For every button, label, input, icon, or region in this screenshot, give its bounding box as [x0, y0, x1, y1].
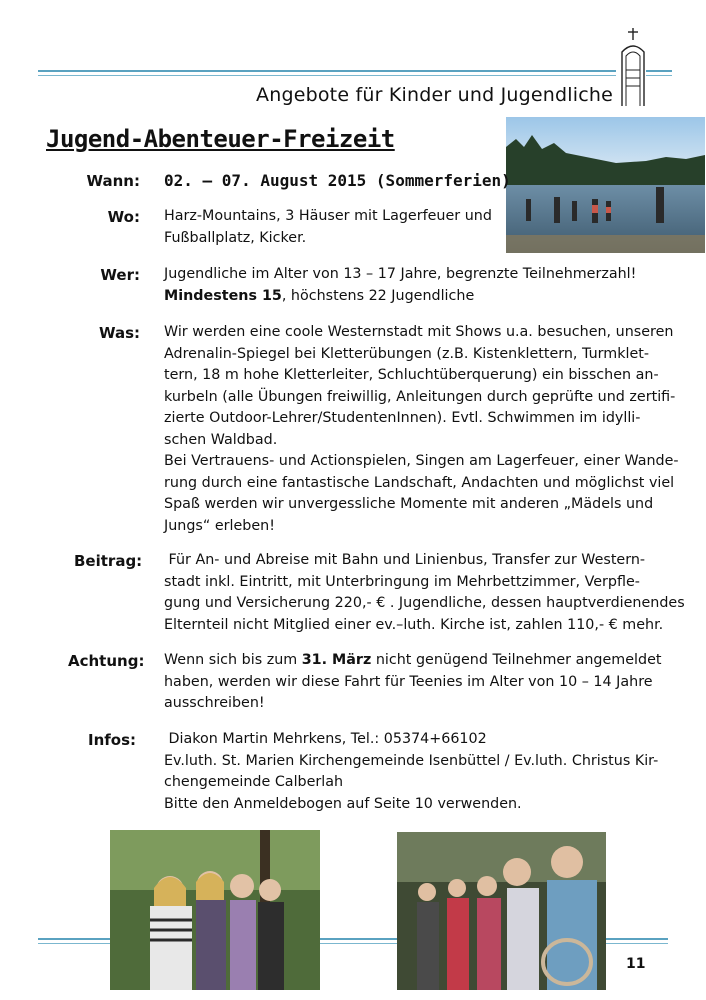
church-tower-icon	[618, 26, 648, 110]
was-line: schen Waldbad.	[164, 431, 278, 448]
lake-photo	[506, 117, 705, 253]
was-line: Adrenalin-Spiegel bei Kletterübungen (z.B. Kistenklettern, Turmklet-	[164, 345, 650, 362]
footer-rule-right	[606, 938, 668, 940]
infos-contact: Diakon Martin Mehrkens, Tel.: 05374+66102	[164, 731, 487, 747]
beitrag-line: gung und Versicherung 220,- € . Jugendliche, dessen hauptverdienendes	[164, 595, 685, 611]
header-title: Angebote für Kinder und Jugendliche	[256, 84, 614, 106]
beitrag-label: Beitrag:	[74, 552, 143, 570]
was-line: rung durch eine fantastische Landschaft, Andachten und möglichst viel	[164, 474, 675, 491]
wer-maximum: , höchstens 22 Jugendliche	[281, 287, 475, 304]
wer-line-2	[164, 286, 636, 308]
wann-text: 02. – 07. August 2015 (Sommerferien)	[164, 171, 511, 190]
wo-label: Wo:	[107, 208, 140, 226]
footer-rule-left	[38, 938, 110, 940]
page-number: 11	[626, 956, 646, 972]
header-rule-right	[646, 70, 672, 72]
wer-label: Wer:	[100, 266, 140, 284]
page-title: Jugend-Abenteuer-Freizeit	[46, 125, 395, 153]
group-photo-girls	[110, 830, 320, 990]
was-line: Jungs“ erleben!	[164, 517, 275, 534]
beitrag-line: stadt inkl. Eintritt, mit Unterbringung im Mehrbettzimmer, Verpfle-	[164, 573, 640, 590]
wer-minimum: Mindestens 15	[164, 287, 282, 304]
wo-text	[164, 206, 492, 249]
was-line: zierte Outdoor-Lehrer/StudentenInnen). Evtl. Schwimmen im idylli-	[164, 410, 641, 426]
was-line: tern, 18 m hohe Kletterleiter, Schluchtüberquerung) ein bisschen an-	[164, 367, 659, 383]
infos-label: Infos:	[88, 731, 137, 749]
was-line: kurbeln (alle Übungen freiwillig, Anleitungen durch geprüfte und zertifi-	[164, 388, 676, 405]
beitrag-text	[164, 550, 685, 636]
wer-text	[164, 264, 636, 307]
was-text	[164, 322, 679, 537]
group-photo-rope	[397, 832, 606, 990]
achtung-label: Achtung:	[68, 652, 145, 670]
beitrag-line: Für An- und Abreise mit Bahn und Linienbus, Transfer zur Western-	[164, 552, 646, 568]
achtung-line-1	[164, 650, 661, 672]
header-rule-right-2	[646, 75, 672, 76]
footer-rule-mid	[320, 938, 398, 940]
was-line: Spaß werden wir unvergessliche Momente mit anderen „Mädels und	[164, 496, 654, 512]
footer-rule-left-2	[38, 943, 110, 944]
wo-line-2: Fußballplatz, Kicker.	[164, 229, 307, 246]
achtung-post: nicht genügend Teilnehmer angemeldet	[371, 652, 662, 668]
achtung-line-3: ausschreiben!	[164, 695, 265, 711]
header-rule-bottom	[38, 75, 616, 76]
infos-line: Bitte den Anmeldebogen auf Seite 10 verwenden.	[164, 795, 522, 812]
infos-line: chengemeinde Calberlah	[164, 774, 344, 790]
achtung-deadline: 31. März	[301, 652, 372, 668]
header-rule-top	[38, 70, 616, 72]
was-label: Was:	[98, 324, 140, 342]
footer-rule-right-2	[606, 943, 668, 944]
achtung-line-2: haben, werden wir diese Fahrt für Teenies im Alter von 10 – 14 Jahre	[164, 673, 653, 690]
wer-line-1: Jugendliche im Alter von 13 – 17 Jahre, begrenzte Teilnehmerzahl!	[164, 266, 637, 282]
achtung-pre: Wenn sich bis zum	[164, 652, 302, 668]
footer-rule-mid-2	[320, 943, 398, 944]
was-line: Wir werden eine coole Westernstadt mit Shows u.a. besuchen, unseren	[164, 324, 674, 340]
wann-label: Wann:	[86, 172, 140, 190]
beitrag-line: Elternteil nicht Mitglied einer ev.–luth. Kirche ist, zahlen 110,- € mehr.	[164, 616, 664, 633]
was-line: Bei Vertrauens- und Actionspielen, Singen am Lagerfeuer, einer Wande-	[164, 453, 679, 469]
infos-line: Ev.luth. St. Marien Kirchengemeinde Isenbüttel / Ev.luth. Christus Kir-	[164, 752, 659, 769]
infos-text	[164, 729, 658, 815]
achtung-text	[164, 650, 661, 715]
wo-line-1: Harz-Mountains, 3 Häuser mit Lagerfeuer und	[164, 208, 492, 224]
